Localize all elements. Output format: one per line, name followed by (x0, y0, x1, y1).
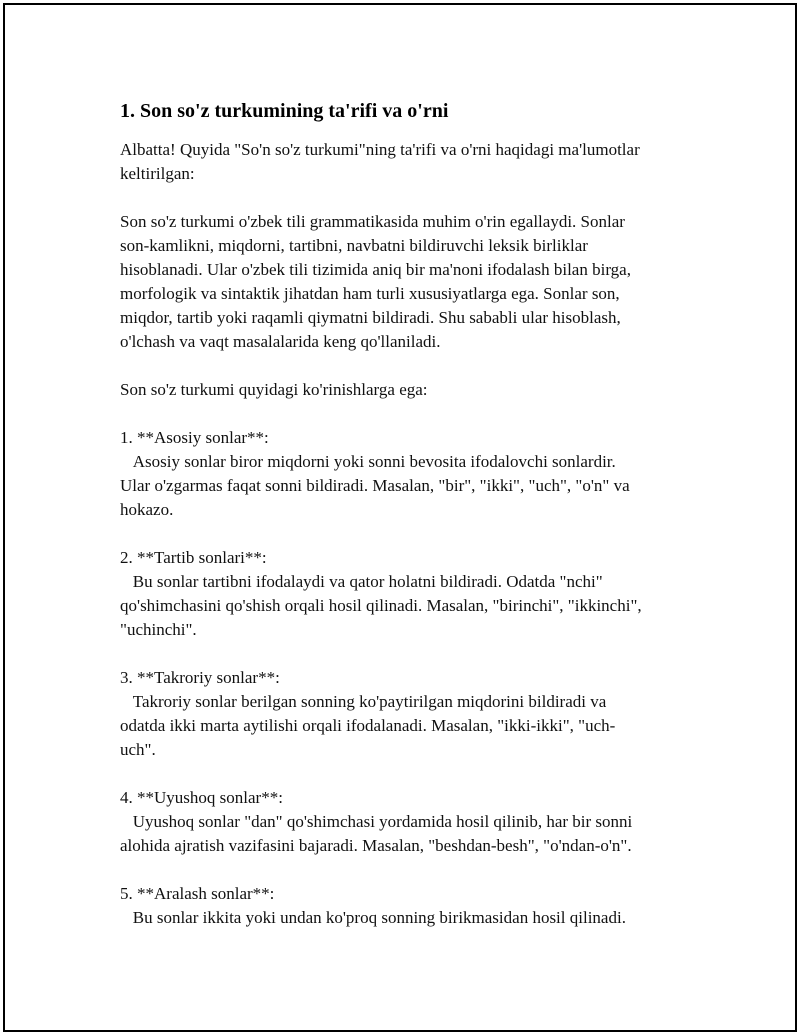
document-content (120, 97, 690, 930)
body-text: Albatta! Quyida "So'n so'z turkumi"ning ta'rifi va o'rni haqidagi ma'lumotlar keltirilgan: Son so'z turkumi o'zbek tili grammatikasida muhim o'rin egallaydi. Sonlar son-kamlikni, miqdorni, tartibni, navbatni bildiruvchi leksik birliklar hisoblanadi. Ular o'zbek tili tizimida aniq bir ma'noni ifodalash bilan birga, morfologik va sintaktik jihatdan ham turli xususiyatlarga ega. Sonlar son, miqdor, tartib yoki raqamli qiymatni bildiradi. Shu sababli ular hisoblash, o'lchash va vaqt masalalarida keng qo'llaniladi. Son so'z turkumi quyidagi ko'rinishlarga ega: 1. **Asosiy sonlar**: Asosiy sonlar biror miqdorni yoki sonni bevosita ifodalovchi sonlardir. Ular o'zgarmas faqat sonni bildiradi. Masalan, "bir", "ikki", "uch", "o'n" va hokazo. 2. **Tartib sonlari**: Bu sonlar tartibni ifodalaydi va qator holatni bildiradi. Odatda "nchi" qo'shimchasini qo'shish orqali hosil qilinadi. Masalan, "birinchi", "ikkinchi", "uchinchi". 3. **Takroriy sonlar**: Takroriy sonlar berilgan sonning ko'paytirilgan miqdorini bildiradi va odatda ikki marta aytilishi orqali ifodalanadi. Masalan, "ikki-ikki", "uch- uch". 4. **Uyushoq sonlar**: Uyushoq sonlar "dan" qo'shimchasi yordamida hosil qilinib, har bir sonni alohida ajratish vazifasini bajaradi. Masalan, "beshdan-besh", "o'ndan-o'n". 5. **Aralash sonlar**: Bu sonlar ikkita yoki undan ko'proq sonning birikmasidan hosil qilinadi. (120, 140, 642, 927)
section-heading: 1. Son so'z turkumining ta'rifi va o'rni (120, 100, 449, 122)
page-frame (3, 3, 797, 1032)
